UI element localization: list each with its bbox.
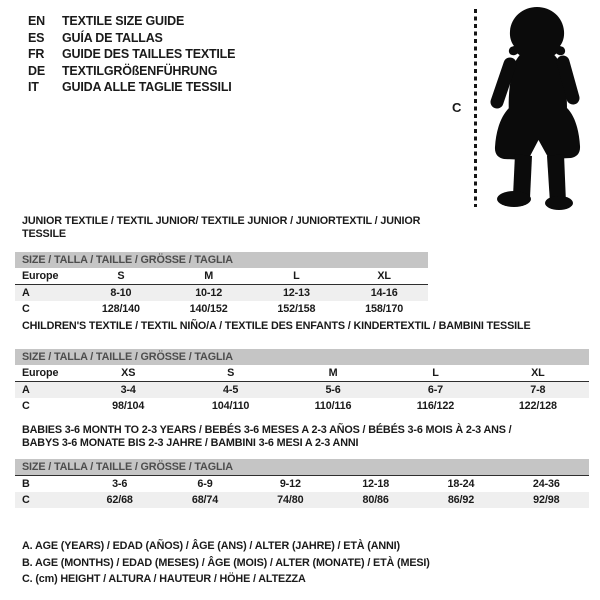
size-column: M (328, 367, 338, 379)
lang-row-it (28, 79, 235, 96)
lang-title: GUIDE DES TAILLES TEXTILE (62, 47, 236, 61)
cell-value: 14-16 (370, 287, 398, 299)
section-title-line1: BABIES 3-6 MONTH TO 2-3 YEARS / BEBÉS 3-6 MESES A 2-3 AÑOS / BÉBÉS 3-6 MOIS À 2-3 ANS / (22, 424, 512, 436)
size-column: XL (531, 367, 545, 379)
cell-value: 4-5 (223, 384, 239, 396)
note-height-cm: C. (cm) HEIGHT / ALTURA / HAUTEUR / HÖHE / ALTEZZA (22, 573, 306, 585)
lang-code: DE (28, 63, 45, 78)
row-label: A (22, 287, 30, 299)
cell-value: 92/98 (533, 494, 560, 506)
row-label: C (22, 303, 30, 315)
cell-value: 18-24 (447, 478, 475, 490)
cell-value: 3-6 (112, 478, 128, 490)
note-age-months: B. AGE (MONTHS) / EDAD (MESES) / ÂGE (MOIS) / ALTER (MONATE) / ETÀ (MESI) (22, 556, 430, 569)
size-column: M (204, 270, 214, 282)
cell-value: 122/128 (518, 400, 557, 412)
cell-value: 140/152 (189, 303, 228, 315)
size-columns-row (15, 268, 428, 285)
lang-row-es (28, 30, 235, 47)
cell-value: 3-4 (120, 384, 136, 396)
lang-title: TEXTILE SIZE GUIDE (62, 14, 185, 28)
lang-title: TEXTILGRÖßENFÜHRUNG (62, 63, 218, 78)
row-label: C (22, 400, 30, 412)
height-measure-label: C (452, 100, 462, 115)
section-childrens-textile (15, 320, 589, 414)
cell-value: 74/80 (277, 494, 304, 506)
section-title: JUNIOR TEXTILE / TEXTIL JUNIOR/ TEXTILE JUNIOR / JUNIORTEXTIL / JUNIOR TESSILE (22, 215, 421, 240)
lang-title: GUÍA DE TALLAS (62, 30, 163, 45)
table-row-age (15, 382, 589, 398)
size-column: XS (121, 367, 136, 379)
cell-value: 158/170 (365, 303, 404, 315)
section-title (15, 424, 589, 450)
cell-value: 6-7 (427, 384, 443, 396)
cell-value: 24-36 (532, 478, 560, 490)
height-measure-dashed-line (474, 9, 477, 207)
section-junior-textile (15, 215, 428, 317)
cell-value: 116/122 (416, 400, 455, 412)
cell-value: 7-8 (530, 384, 546, 396)
cell-value: 6-9 (197, 478, 213, 490)
size-column: L (293, 270, 300, 282)
legend-notes (22, 538, 430, 588)
cell-value: 12-13 (282, 287, 310, 299)
cell-value: 12-18 (362, 478, 390, 490)
note-age-years: A. AGE (YEARS) / EDAD (AÑOS) / ÂGE (ANS) / ALTER (JAHRE) / ETÀ (ANNI) (22, 540, 400, 552)
cell-value: 104/110 (211, 400, 250, 412)
size-header-bar: SIZE / TALLA / TAILLE / GRÖSSE / TAGLIA (15, 252, 428, 268)
cell-value: 110/116 (314, 400, 352, 412)
cell-value: 98/104 (112, 400, 145, 412)
size-header-bar: SIZE / TALLA / TAILLE / GRÖSSE / TAGLIA (15, 459, 589, 476)
cell-value: 80/86 (362, 494, 389, 506)
table-row-height (15, 492, 589, 508)
size-columns-row (15, 365, 589, 382)
table-row-height (15, 301, 428, 317)
lang-code: EN (28, 14, 45, 28)
cell-value: 62/68 (106, 494, 133, 506)
section-title-line2: BABYS 3-6 MONATE BIS 2-3 JAHRE / BAMBINI 3-6 MESI A 2-3 ANNI (22, 437, 359, 449)
section-babies-textile (15, 424, 589, 508)
size-column: L (432, 367, 439, 379)
region-label: Europe (22, 270, 59, 282)
row-label: B (22, 478, 30, 490)
size-header-bar: SIZE / TALLA / TAILLE / GRÖSSE / TAGLIA (15, 349, 589, 365)
lang-code: FR (28, 47, 45, 61)
cell-value: 128/140 (101, 303, 140, 315)
cell-value: 9-12 (279, 478, 301, 490)
language-title-block (28, 13, 235, 96)
lang-title: GUIDA ALLE TAGLIE TESSILI (62, 80, 232, 94)
lang-code: ES (28, 30, 45, 45)
cell-value: 68/74 (191, 494, 219, 506)
region-label: Europe (22, 367, 59, 379)
table-row-age (15, 285, 428, 301)
cell-value: 8-10 (110, 287, 132, 299)
size-column: S (117, 270, 125, 282)
cell-value: 5-6 (325, 384, 341, 396)
row-label: A (22, 384, 30, 396)
size-column: S (227, 367, 235, 379)
table-row-age-months (15, 476, 589, 492)
baby-silhouette-icon (487, 6, 587, 211)
row-label: C (22, 494, 30, 506)
cell-value: 86/92 (447, 494, 475, 506)
cell-value: 10-12 (195, 287, 223, 299)
section-title: CHILDREN'S TEXTILE / TEXTIL NIÑO/A / TEXTILE DES ENFANTS / KINDERTEXTIL / BAMBINI TESSILE (22, 320, 531, 332)
size-column: XL (377, 270, 391, 282)
lang-row-de (28, 63, 235, 80)
lang-row-en (28, 13, 235, 30)
lang-code: IT (28, 80, 39, 94)
lang-row-fr (28, 46, 235, 63)
table-row-height (15, 398, 589, 414)
cell-value: 152/158 (277, 303, 316, 315)
